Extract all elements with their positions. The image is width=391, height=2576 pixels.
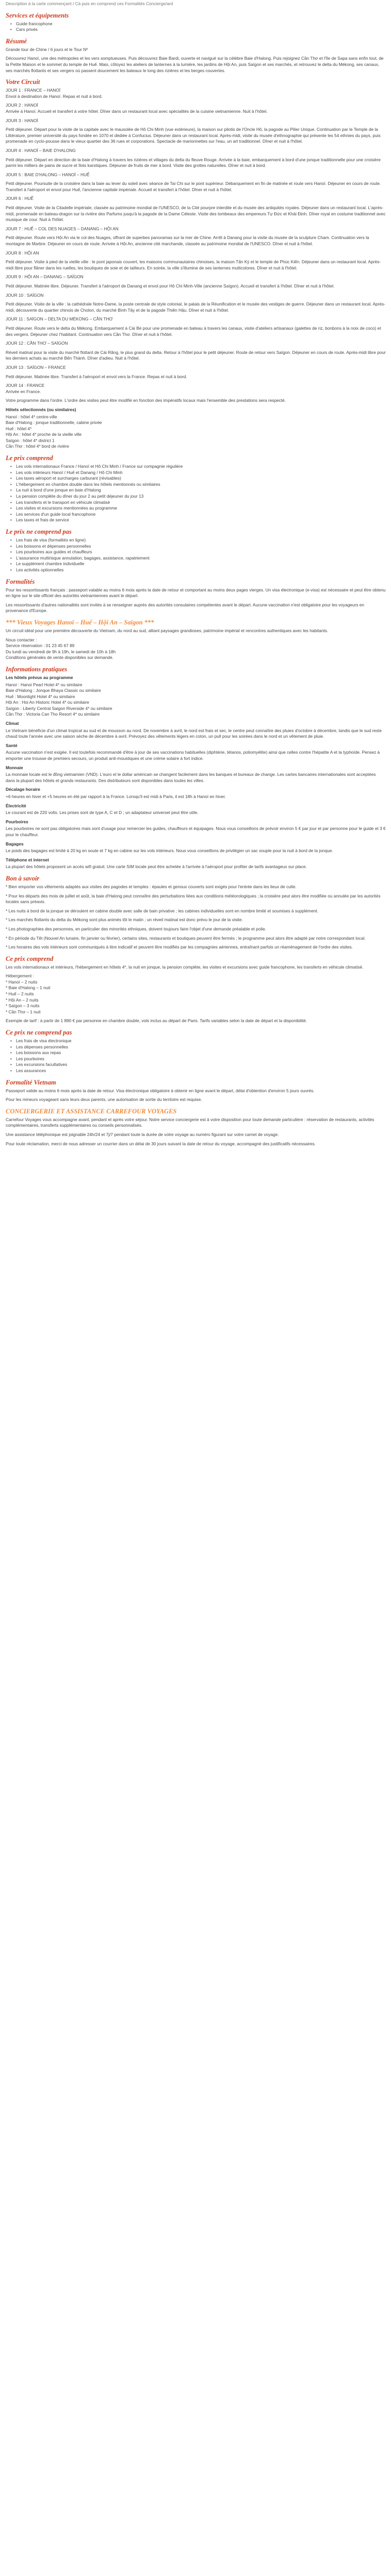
bullet-list bbox=[6, 21, 386, 33]
bullet-icon: • bbox=[10, 21, 12, 26]
bullet-icon: • bbox=[10, 1069, 12, 1073]
paragraph: Petit déjeuner. Matinée libre. Déjeuner. Transfert à l'aéroport de Danang et envol pour Hô Chi Minh-Ville (ancienne Saïgon). Accueil et transfert à l'hôtel. Dîner et nuit à l'hôtel. bbox=[6, 283, 335, 289]
text-line: Baie d'Halong : jonque traditionnelle, cabine privée bbox=[6, 420, 102, 426]
list-item bbox=[6, 1062, 386, 1068]
list-item bbox=[6, 500, 386, 506]
list-item-text: Cars privés bbox=[16, 27, 38, 32]
text-line: JOUR 9 : HỘI AN – DANANG – SAÏGON bbox=[6, 274, 84, 280]
text-line: Service réservation : 01 23 45 67 89 bbox=[6, 643, 75, 649]
text-lines bbox=[6, 637, 386, 661]
paragraph: Passeport valide au moins 6 mois après la date de retour. Visa électronique obligatoire à obtenir en ligne avant le départ, délai d'obtention d'environ 5 jours ouvrés. bbox=[6, 1088, 315, 1093]
section-heading: Services et équipements bbox=[6, 11, 69, 19]
list-item bbox=[6, 537, 386, 544]
section bbox=[6, 578, 386, 614]
paragraph: * Les photographies des personnes, en particulier des minorités ethniques, doivent toujours faire l'objet d'une demande préalable et polie. bbox=[6, 926, 266, 931]
section-heading: Le prix comprend bbox=[6, 454, 53, 462]
text-line: * Huế – 2 nuits bbox=[6, 991, 34, 997]
paragraph: * Les nuits à bord de la jonque se déroulent en cabine double avec salle de bain privative ; les cabines individuelles sont en nombre limité et soumises à supplément. bbox=[6, 908, 319, 913]
text-line: JOUR 6 : HUẾ bbox=[6, 196, 34, 201]
section bbox=[6, 78, 386, 450]
list-item-text: Les taxes aéroport et surcharges carburant (révisables) bbox=[16, 476, 121, 481]
list-item-text: Les vols intérieurs Hanoï / Huế et Danang / Hô Chi Minh bbox=[16, 469, 123, 475]
list-item-text: L'hébergement en chambre double dans les hôtels mentionnés ou similaires bbox=[16, 481, 160, 487]
text-line: Saïgon : Liberty Central Saigon Riverside 4* ou similaire bbox=[6, 705, 112, 711]
text-lines bbox=[6, 973, 386, 1015]
text-line: Cần Thơ : hôtel 4* bord de rivière bbox=[6, 444, 69, 449]
text-lines bbox=[6, 226, 386, 232]
text-lines bbox=[6, 365, 386, 371]
paragraph: Les ressortissants d'autres nationalités sont invités à se renseigner auprès des autorités consulaires compétentes avant le départ. Aucune vaccination n'est obligatoire pour les voyageurs en provenance d'Europe. bbox=[6, 602, 364, 614]
paragraph: * Les marchés flottants du delta du Mékong sont plus animés tôt le matin ; un réveil matinal est donc prévu le jour de la visite. bbox=[6, 917, 243, 923]
list-item bbox=[6, 561, 386, 567]
section-heading: *** Vieux Voyages Hanoï – Huế – Hội An – Saïgon *** bbox=[6, 618, 154, 626]
list-item bbox=[6, 517, 386, 523]
paragraph: Petit déjeuner. Route vers Hội An via le col des Nuages, offrant de superbes panoramas sur la mer de Chine. Arrêt à Danang pour la visite du musée de la sculpture Cham. Continuation vers la montagne de Marbre. Déjeuner en cours de route. Arrivée à Hội An, ancienne cité marchande, classée au patrimoine mondial de l'UNESCO. Dîner et nuit à l'hôtel. bbox=[6, 235, 369, 247]
text-line: JOUR 4 : HANOÏ – BAIE D'HALONG bbox=[6, 147, 76, 153]
text-lines bbox=[6, 148, 386, 154]
sub-heading: Bagages bbox=[6, 841, 24, 846]
bullet-list bbox=[6, 1038, 386, 1074]
text-line: Hanoï : Hanoi Pearl Hotel 4* ou similaire bbox=[6, 682, 83, 687]
list-item-text: Les pourboires bbox=[16, 1056, 44, 1061]
bullet-icon: • bbox=[10, 506, 12, 511]
text-lines bbox=[6, 250, 386, 257]
section bbox=[6, 1029, 386, 1074]
paragraph: Petit déjeuner. Visite de la ville : la cathédrale Notre-Dame, la poste centrale de style colonial, le palais de la Réunification et le musée des vestiges de guerre. Déjeuner dans un restaurant local. Après-midi, découverte du quartier chinois de Cholon, du marché Bình Tây et de la pagode Thiên Hậu. Dîner et nuit à l'hôtel. bbox=[6, 301, 385, 313]
text-line: JOUR 10 : SAÏGON bbox=[6, 292, 44, 298]
bullet-icon: • bbox=[10, 470, 12, 475]
bullet-icon: • bbox=[10, 562, 12, 567]
paragraph: Petit déjeuner. Poursuite de la croisière dans la baie au lever du soleil avec séance de Tai Chi sur le pont supérieur. Débarquement en fin de matinée et route vers Hanoï. Déjeuner en cours de route. Transfert à l'aéroport et envol pour Huế, l'ancienne capitale impériale. Accueil et transfert à l'hôtel. Dîner et nuit à l'hôtel. bbox=[6, 181, 381, 192]
list-item-text: Les excursions facultatives bbox=[16, 1062, 68, 1067]
paragraph: * En période du Têt (Nouvel An lunaire, fin janvier ou février), certains sites, restaurants et boutiques peuvent être fermés ; le programme peut alors être adapté par notre correspondant local. bbox=[6, 935, 366, 941]
section bbox=[6, 875, 386, 951]
text-line: * Saïgon – 3 nuits bbox=[6, 1003, 40, 1009]
paragraph: Petit déjeuner. Visite à pied de la vieille ville : le pont japonais couvert, les maisons communautaires chinoises, la maison Tấn Ký et le temple de Phúc Kiến. Déjeuner dans un restaurant local. Après-midi libre pour flâner dans les ruelles, les boutiques de soie et de tailleurs. En soirée, la ville s'illumine de ses lanternes multicolores. Dîner et nuit à l'hôtel. bbox=[6, 259, 381, 270]
list-item-text: Les pourboires aux guides et chauffeurs bbox=[16, 549, 92, 555]
paragraph: Exemple de tarif : à partir de 1 890 € par personne en chambre double, vols inclus au départ de Paris. Tarifs variables selon la date de départ et la disponibilité. bbox=[6, 1018, 307, 1024]
list-item bbox=[6, 512, 386, 518]
sub-heading: Climat bbox=[6, 721, 19, 726]
text-line: Hanoï : hôtel 4* centre-ville bbox=[6, 414, 57, 419]
list-item bbox=[6, 567, 386, 573]
text-line: JOUR 8 : HỘI AN bbox=[6, 250, 39, 256]
bullet-icon: • bbox=[10, 550, 12, 555]
text-lines bbox=[6, 682, 386, 718]
text-lines bbox=[6, 172, 386, 178]
text-line: Huế : hôtel 4* bbox=[6, 426, 32, 431]
paragraph: Le Vietnam bénéficie d'un climat tropical au sud et de mousson au nord. De novembre à avril, le nord est frais et sec, le centre peut connaître des pluies d'octobre à décembre, tandis que le sud reste chaud toute l'année avec une saison sèche de décembre à avril. Prévoyez des vêtements légers en coton, un pull pour les soirées dans le nord et un vêtement de pluie. bbox=[6, 727, 382, 739]
text-line: Baie d'Halong : Jonque Bhaya Classic ou similaire bbox=[6, 688, 101, 693]
list-item bbox=[6, 1050, 386, 1056]
section-heading: Formalité Vietnam bbox=[6, 1078, 56, 1086]
section-heading: CONCIERGERIE ET ASSISTANCE CARREFOUR VOYAGES bbox=[6, 1107, 177, 1115]
section bbox=[6, 454, 386, 523]
list-item-text: Les boissons aux repas bbox=[16, 1050, 61, 1056]
text-lines bbox=[6, 88, 386, 99]
list-item-text: Les taxes et frais de service bbox=[16, 517, 69, 523]
paragraph: Petit déjeuner. Départ en direction de la baie d'Halong à travers les rizières et villages du delta du fleuve Rouge. Arrivée à la baie, embarquement à bord d'une jonque traditionnelle pour une croisière parmi les milliers de pains de sucre et îlots karstiques. Déjeuner de fruits de mer à bord. Visite des grottes naturelles. Dîner et nuit à bord. bbox=[6, 157, 381, 168]
text-line: JOUR 1 : FRANCE – HANOÏ bbox=[6, 88, 61, 93]
list-item-text: Guide francophone bbox=[16, 21, 53, 26]
list-item bbox=[6, 21, 386, 27]
text-line: Hội An : Hoi An Historic Hotel 4* ou similaire bbox=[6, 700, 89, 705]
text-line: * Hanoï – 2 nuits bbox=[6, 979, 38, 985]
text-line: Hébergement : bbox=[6, 973, 34, 979]
text-line: Saïgon : hôtel 4* district 1 bbox=[6, 437, 55, 443]
section-heading: Bon à savoir bbox=[6, 874, 40, 882]
bullet-icon: • bbox=[10, 27, 12, 32]
bullet-icon: • bbox=[10, 494, 12, 499]
list-item bbox=[6, 487, 386, 494]
list-item-text: Les services d'un guide local francophone bbox=[16, 511, 96, 517]
bullet-icon: • bbox=[10, 538, 12, 543]
paragraph: Le poids des bagages est limité à 20 kg en soute et 7 kg en cabine sur les vols intérieurs. Nous vous conseillons de privilégier un sac souple pour la nuit à bord de la jonque. bbox=[6, 848, 333, 854]
paragraph: * Les horaires des vols intérieurs sont communiqués à titre indicatif et peuvent être modifiés par les compagnies aériennes, entraînant parfois un réaménagement de l'ordre des visites. bbox=[6, 944, 353, 950]
section bbox=[6, 38, 386, 74]
bullet-icon: • bbox=[10, 476, 12, 481]
text-line: JOUR 5 : BAIE D'HALONG – HANOÏ – HUẾ bbox=[6, 172, 90, 177]
paragraph: Les pourboires ne sont pas obligatoires mais sont d'usage pour remercier les guides, chauffeurs et équipages. Nous vous conseillons de prévoir environ 5 € par jour et par personne pour le guide et 3 € pour le chauffeur. bbox=[6, 826, 386, 837]
text-lines bbox=[6, 196, 386, 202]
sub-heading: Pourboires bbox=[6, 819, 28, 824]
list-item-text: Les frais de visa (formalités en ligne) bbox=[16, 537, 86, 543]
paragraph: La monnaie locale est le đồng vietnamien (VND). L'euro et le dollar américain se changent facilement dans les banques et bureaux de change. Les cartes bancaires internationales sont acceptées dans la plupart des hôtels et grands restaurants. Des distributeurs sont disponibles dans toutes les villes. bbox=[6, 772, 376, 783]
paragraph: Petit déjeuner. Matinée libre. Transfert à l'aéroport et envol vers la France. Repas et nuit à bord. bbox=[6, 374, 187, 379]
list-item bbox=[6, 1056, 386, 1062]
bullet-icon: • bbox=[10, 555, 12, 561]
text-line: Arrivée en France. bbox=[6, 388, 41, 394]
text-line: Huế : Moonlight Hotel 4* ou similaire bbox=[6, 693, 75, 699]
text-line: JOUR 14 : FRANCE bbox=[6, 383, 45, 388]
section-heading: Résumé bbox=[6, 37, 27, 45]
bullet-list bbox=[6, 464, 386, 523]
sub-heading: Décalage horaire bbox=[6, 787, 40, 792]
section-heading: Ce prix ne comprend pas bbox=[6, 1029, 72, 1037]
list-item-text: L'assurance multirisque annulation, bagages, assistance, rapatriement bbox=[16, 555, 150, 561]
text-line: * Hội An – 2 nuits bbox=[6, 997, 39, 1003]
bullet-icon: • bbox=[10, 482, 12, 487]
bullet-icon: • bbox=[10, 500, 12, 505]
list-item-text: Les transferts et le transport en véhicule climatisé bbox=[16, 499, 110, 505]
text-line: Envol à destination de Hanoï. Repas et nuit à bord. bbox=[6, 93, 103, 99]
list-item-text: Les frais de visa électronique bbox=[16, 1038, 72, 1044]
bullet-icon: • bbox=[10, 1044, 12, 1049]
bullet-icon: • bbox=[10, 464, 12, 469]
list-item bbox=[6, 1044, 386, 1050]
text-line: JOUR 3 : HANOÏ bbox=[6, 117, 38, 123]
bullet-icon: • bbox=[10, 544, 12, 549]
paragraph: Découvrez Hanoï, une des métropoles et les vers somptueuses. Puis découvrez Baie Bardi, ouverte et navigué sur la célèbre Baie d'Halong. Puis rejoignez Cần Thơ et l'île de Sapa sans enfin tout, de la Petite Maison et le sommet du temple de Huế. Mais, côtoyez les ateliers de lanternes à la lumière, les jardins de Hội An, puis Saïgon et ses marchés, et retrouvez le delta du Mékong, ses canaux, ses marchés flottants et ses vergers où passent doucement les bateaux le long des rizières et les berges couvertes. bbox=[6, 56, 384, 73]
bullet-list bbox=[6, 537, 386, 573]
list-item-text: Les assurances bbox=[16, 1068, 46, 1073]
list-item bbox=[6, 482, 386, 488]
sub-heading: Électricité bbox=[6, 803, 26, 808]
paragraph: Grande tour de Chine / 6 jours et le Tour Nº bbox=[6, 46, 88, 52]
section bbox=[6, 1108, 386, 1147]
bullet-icon: • bbox=[10, 1062, 12, 1067]
paragraph: Pour les mineurs voyageant sans leurs deux parents, une autorisation de sortie du territoire est requise. bbox=[6, 1097, 202, 1103]
text-line: Arrivée à Hanoï. Accueil et transfert à votre hôtel. Dîner dans un restaurant local avec spécialités de la cuisine vietnamienne. Nuit à l'hôtel. bbox=[6, 108, 268, 114]
section-heading: Formalités bbox=[6, 578, 35, 585]
section bbox=[6, 12, 386, 33]
bullet-icon: • bbox=[10, 1039, 12, 1044]
list-item bbox=[6, 470, 386, 476]
text-lines bbox=[6, 293, 386, 299]
section bbox=[6, 619, 386, 661]
list-item-text: Les activités optionnelles bbox=[16, 567, 64, 572]
text-line: JOUR 7 : HUẾ – COL DES NUAGES – DANANG – HỘI AN bbox=[6, 226, 119, 231]
list-item bbox=[6, 555, 386, 562]
paragraph: Votre programme dans l'ordre. L'ordre des visites peut être modifié en fonction des impératifs locaux mais l'ensemble des prestations sera respecté. bbox=[6, 398, 286, 403]
text-line: Nous contacter : bbox=[6, 637, 37, 642]
section bbox=[6, 528, 386, 573]
section-heading: Informations pratiques bbox=[6, 665, 68, 673]
list-item-text: Le supplément chambre individuelle bbox=[16, 561, 85, 567]
bullet-icon: • bbox=[10, 518, 12, 523]
paragraph: Pour toute réclamation, merci de nous adresser un courrier dans un délai de 30 jours suivant la date de retour du voyage, accompagné des justificatifs nécessaires. bbox=[6, 1141, 316, 1146]
paragraph: Une assistance téléphonique est joignable 24h/24 et 7j/7 pendant toute la durée de votre voyage au numéro figurant sur votre carnet de voyage. bbox=[6, 1131, 279, 1137]
sub-heading: Monnaie bbox=[6, 765, 23, 770]
paragraph: Petit déjeuner. Route vers le delta du Mékong. Embarquement à Cái Bè pour une promenade en bateau à travers les canaux, visite d'ateliers artisanaux (galettes de riz, bonbons à la noix de coco) et des vergers. Déjeuner chez l'habitant. Continuation vers Cần Thơ. Dîner et nuit à l'hôtel. bbox=[6, 325, 381, 337]
list-item bbox=[6, 464, 386, 470]
sub-heading: Santé bbox=[6, 742, 18, 748]
paragraph: * Pour les départs des mois de juillet et août, la baie d'Halong peut connaître des perturbations liées aux conditions météorologiques ; la croisière peut alors être modifiée ou annulée par les autorités locales sans préavis. bbox=[6, 893, 381, 905]
text-lines bbox=[6, 274, 386, 280]
bullet-icon: • bbox=[10, 1050, 12, 1056]
section-heading: Le prix ne comprend pas bbox=[6, 528, 72, 535]
bullet-icon: • bbox=[10, 488, 12, 493]
paragraph: Le courant est de 220 volts. Les prises sont de type A, C et D ; un adaptateur universel peut être utile. bbox=[6, 810, 199, 816]
paragraph: * Bien emporter vos vêtements adaptés aux visites des pagodes et temples : épaules et genoux couverts sont exigés pour l'entrée dans les lieux de culte. bbox=[6, 884, 297, 889]
list-item bbox=[6, 549, 386, 555]
sub-heading: Hôtels sélectionnés (ou similaires) bbox=[6, 406, 76, 412]
paragraph: Un circuit idéal pour une première découverte du Vietnam, du nord au sud, alliant paysages grandioses, patrimoine impérial et rencontres authentiques avec les habitants. bbox=[6, 628, 329, 633]
sub-heading: Les hôtels prévus au programme bbox=[6, 674, 73, 680]
text-lines bbox=[6, 103, 386, 114]
list-item bbox=[6, 494, 386, 500]
text-lines bbox=[6, 414, 386, 450]
paragraph: Réveil matinal pour la visite du marché flottant de Cái Răng, le plus grand du delta. Retour à l'hôtel pour le petit déjeuner. Route de retour vers Saïgon. Déjeuner en cours de route. Après-midi libre pour les derniers achats au marché Bến Thành. Dîner d'adieu. Nuit à l'hôtel. bbox=[6, 349, 386, 361]
text-line: Du lundi au vendredi de 9h à 19h, le samedi de 10h à 18h bbox=[6, 649, 116, 654]
list-item bbox=[6, 476, 386, 482]
list-item bbox=[6, 505, 386, 512]
text-lines bbox=[6, 316, 386, 323]
list-item bbox=[6, 1038, 386, 1044]
text-line: Cần Thơ : Victoria Can Tho Resort 4* ou similaire bbox=[6, 711, 100, 717]
section-heading: Votre Circuit bbox=[6, 78, 40, 86]
list-item bbox=[6, 27, 386, 33]
text-lines bbox=[6, 383, 386, 395]
text-line: JOUR 12 : CẦN THƠ – SAÏGON bbox=[6, 341, 68, 346]
paragraph: Petit déjeuner. Visite de la Citadelle impériale, classée au patrimoine mondial de l'UNESCO, de la Cité pourpre interdite et du musée des antiquités royales. Déjeuner dans un restaurant local. L'après-midi, promenade en bateau-dragon sur la rivière des Parfums jusqu'à la pagode de la Dame Céleste. Visite des tombeaux des empereurs Tự Đức et Khải Định. Dîner royal en costume traditionnel avec musique de cour. Nuit à l'hôtel. bbox=[6, 205, 386, 223]
paragraph: Petit déjeuner. Départ pour la visite de la capitale avec le mausolée de Hô Chi Minh (vue extérieure), la maison sur pilotis de l'Oncle Hô, la pagode au Pilier Unique. Continuation par le Temple de la Littérature, premier université du pays fondée en 1070 et dédiée à Confucius. Déjeuner dans un restaurant local. Après-midi, visite du musée d'ethnographie qui présente les 54 ethnies du pays, puis promenade en cyclo-pousse dans le vieux quartier des 36 rues et corporations. Spectacle de marionnettes sur l'eau, un art traditionnel. Dîner et nuit à l'hôtel. bbox=[6, 127, 381, 144]
section bbox=[6, 666, 386, 870]
page-content bbox=[0, 0, 391, 1147]
list-item-text: Les vols internationaux France / Hanoï et Hô Chi Minh / France sur compagnie régulière bbox=[16, 464, 183, 469]
sub-heading: Téléphone et internet bbox=[6, 857, 49, 862]
paragraph: Carrefour Voyages vous accompagne avant, pendant et après votre séjour. Notre service conciergerie est à votre disposition pour toute demande particulière : réservation de restaurants, activités complémentaires, transferts supplémentaires ou conseils personnalisés. bbox=[6, 1116, 374, 1128]
text-line: * Baie d'Halong – 1 nuit bbox=[6, 985, 51, 991]
list-item-text: La nuit à bord d'une jonque en baie d'Halong bbox=[16, 487, 101, 493]
bullet-icon: • bbox=[10, 567, 12, 572]
text-lines bbox=[6, 118, 386, 124]
bullet-icon: • bbox=[10, 512, 12, 517]
bullet-icon: • bbox=[10, 1056, 12, 1061]
paragraph: La plupart des hôtels proposent un accès wifi gratuit. Une carte SIM locale peut être achetée à l'arrivée à l'aéroport pour profiter de tarifs avantageux sur place. bbox=[6, 864, 307, 870]
paragraph: +6 heures en hiver et +5 heures en été par rapport à la France. Lorsqu'il est midi à Paris, il est 18h à Hanoï en hiver. bbox=[6, 794, 226, 799]
text-line: JOUR 2 : HANOÏ bbox=[6, 103, 38, 108]
text-lines bbox=[6, 341, 386, 347]
paragraph: Pour les ressortissants français : passeport valable au moins 6 mois après la date de retour et comportant au moins deux pages vierges. Un visa électronique (e-visa) est nécessaire et peut être obtenu en ligne sur le site officiel des autorités vietnamiennes avant le départ. bbox=[6, 587, 386, 599]
list-item bbox=[6, 1068, 386, 1074]
section-heading: Ce prix comprend bbox=[6, 955, 54, 962]
text-line: Hội An : hôtel 4* proche de la vieille ville bbox=[6, 432, 82, 437]
text-line: JOUR 11 : SAÏGON – DELTA DU MÉKONG – CẦN THƠ bbox=[6, 316, 113, 322]
text-line: JOUR 13 : SAÏGON – FRANCE bbox=[6, 364, 66, 370]
list-item-text: Les boissons et dépenses personnelles bbox=[16, 543, 91, 549]
paragraph: Aucune vaccination n'est exigée. Il est toutefois recommandé d'être à jour de ses vaccinations habituelles (diphtérie, tétanos, poliomyélite) ainsi que celles contre l'hépatite A et la typhoïde. Pensez à emporter une trousse de premiers secours, un produit anti-moustiques et une crème solaire à fort indice. bbox=[6, 750, 380, 761]
section bbox=[6, 955, 386, 1024]
list-item-text: Les dépenses personnelles bbox=[16, 1044, 69, 1049]
list-item-text: Les visites et excursions mentionnées au programme bbox=[16, 505, 117, 511]
list-item bbox=[6, 544, 386, 550]
text-line: * Cần Thơ – 1 nuit bbox=[6, 1009, 41, 1014]
list-item-text: La pension complète du dîner du jour 2 au petit déjeuner du jour 13 bbox=[16, 494, 144, 499]
section bbox=[6, 1079, 386, 1103]
text-line: Conditions générales de vente disponibles sur demande. bbox=[6, 655, 113, 660]
paragraph: Les vols internationaux et intérieurs, l'hébergement en hôtels 4*, la nuit en jonque, la pension complète, les visites et excursions avec guide francophone, les transferts en véhicule climatisé. bbox=[6, 964, 364, 970]
intro-text: Description à la carte commençant / Cà puis en comprend ces Formalités Concierge/ard bbox=[6, 1, 173, 6]
